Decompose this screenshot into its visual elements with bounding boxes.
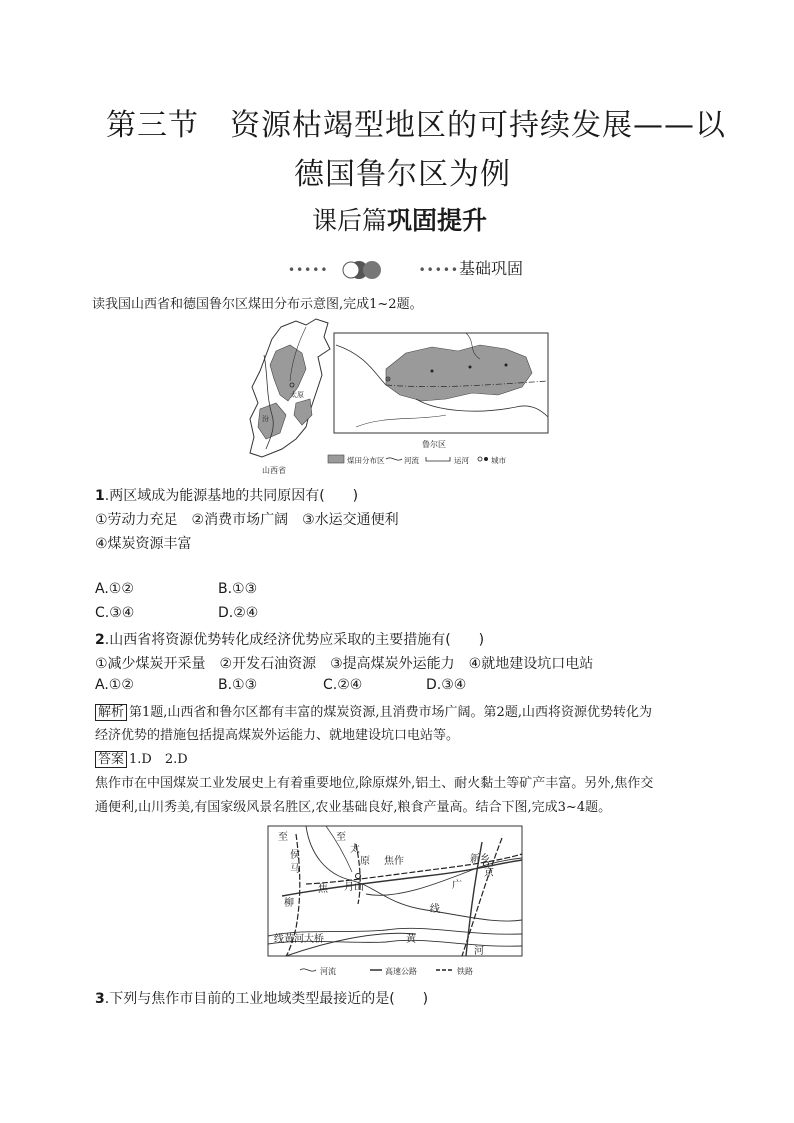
- label-jiaozuo: 焦作: [384, 856, 404, 867]
- question-3: [95, 988, 428, 1008]
- fen-label: 汾: [262, 415, 269, 423]
- label-xinxiang: 新乡: [470, 854, 490, 865]
- label-yuan: 原: [360, 856, 370, 867]
- ruhr-map: [334, 333, 548, 449]
- label-bridge: 线黄河大桥: [274, 934, 324, 945]
- question-1-stem: .两区域成为能源基地的共同原因有( ): [104, 488, 359, 504]
- question-2: [95, 629, 484, 649]
- legend2-rail: 铁路: [457, 967, 473, 976]
- answer-text: 1.D 2.D: [129, 752, 188, 767]
- question-1: [95, 485, 358, 505]
- label-tai: 太: [350, 844, 360, 855]
- intro-text-1: 读我国山西省和德国鲁尔区煤田分布示意图,完成1~2题。: [92, 297, 423, 312]
- question-1-number: 1: [95, 488, 105, 504]
- shanxi-label: 山西省: [262, 466, 286, 475]
- map1-legend: [328, 455, 506, 465]
- q2-option-d[interactable]: D.③④: [426, 677, 467, 693]
- label-xian: 线: [430, 904, 440, 915]
- question-1-items-line2: ④煤炭资源丰富: [95, 536, 192, 552]
- question-1-items-line1: ①劳动力充足 ②消费市场广阔 ③水运交通便利: [95, 512, 399, 528]
- question-3-number: 3: [95, 991, 105, 1007]
- label-zhi-1: 至: [278, 832, 288, 843]
- q2-option-c[interactable]: C.②④: [323, 677, 363, 693]
- label-he: 河: [474, 946, 484, 957]
- map2-legend: [300, 966, 473, 976]
- answer-line: [95, 748, 188, 768]
- q1-option-b[interactable]: B.①③: [218, 581, 258, 597]
- legend-city-dot: [484, 457, 488, 461]
- legend-river-symbol: [386, 458, 402, 460]
- analysis-line2: 经济优势的措施包括提高煤炭外运能力、就地建设坑口电站等。: [95, 728, 460, 743]
- dots-left: •••••: [288, 263, 329, 277]
- analysis-line1: [95, 701, 652, 721]
- legend-city: 城市: [491, 456, 506, 465]
- q1-option-c[interactable]: C.③④: [95, 605, 135, 621]
- legend2-highway: 高速公路: [385, 967, 417, 976]
- taiyuan-label: 太原: [290, 391, 304, 399]
- shanxi-map: [250, 319, 330, 475]
- legend-coal-swatch: [328, 455, 344, 463]
- analysis-tag: 解析: [95, 704, 127, 721]
- label-huang: 黄: [406, 934, 416, 945]
- legend2-river: 河流: [320, 967, 336, 976]
- q2-option-a[interactable]: A.①②: [95, 677, 134, 693]
- section-header: [288, 256, 523, 280]
- label-hou: 侯: [290, 850, 300, 861]
- intro-text-2-line2: 通便利,山川秀美,有国家级风景名胜区,农业基础良好,粮食产量高。结合下图,完成3~4题。: [95, 800, 612, 815]
- legend-river: 河流: [404, 456, 419, 465]
- jiaozuo-map: [266, 824, 526, 980]
- legend-city-symbol: [478, 457, 482, 461]
- legend2-river-symbol: [300, 969, 316, 971]
- page-title-line1: 第三节 资源枯竭型地区的可持续发展——以: [106, 108, 726, 143]
- subtitle-bold: 巩固提升: [387, 206, 488, 235]
- label-zhi-2: 至: [336, 832, 346, 843]
- intro-text-2-line1: 焦作市在中国煤炭工业发展史上有着重要地位,除原煤外,铝土、耐火黏土等矿产丰富。另外,焦作交: [95, 776, 654, 791]
- q2-option-b[interactable]: B.①③: [218, 677, 258, 693]
- page-subtitle: [312, 201, 487, 237]
- legend-canal-symbol: [426, 457, 450, 461]
- section-badge-icon: [339, 260, 385, 280]
- label-jing: 京: [484, 868, 494, 879]
- ruhr-label: 鲁尔区: [422, 440, 446, 449]
- question-2-stem: .山西省将资源优势转化成经济优势应采取的主要措施有( ): [104, 632, 485, 648]
- coal-distribution-map: [236, 315, 556, 475]
- question-2-number: 2: [95, 632, 105, 648]
- subtitle-regular: 课后篇: [312, 206, 388, 235]
- section-label: 基础巩固: [458, 259, 523, 278]
- label-ma: 马: [290, 864, 300, 875]
- analysis-text-1: 第1题,山西省和鲁尔区都有丰富的煤炭资源,且消费市场广阔。第2题,山西将资源优势转化为: [129, 705, 652, 720]
- label-liu: 柳: [284, 898, 294, 909]
- legend-canal: 运河: [454, 456, 469, 465]
- q1-option-a[interactable]: A.①②: [95, 581, 134, 597]
- label-yueshan: 月山: [344, 882, 364, 893]
- label-guang: 广: [452, 880, 462, 891]
- question-3-stem: .下列与焦作市目前的工业地域类型最接近的是( ): [104, 991, 429, 1007]
- question-2-items: ①减少煤炭开采量 ②开发石油资源 ③提高煤炭外运能力 ④就地建设坑口电站: [95, 656, 594, 672]
- legend-coal: 煤田分布区: [347, 456, 385, 465]
- label-jiao: 焦: [318, 884, 328, 895]
- q1-option-d[interactable]: D.②④: [218, 605, 259, 621]
- dots-right: •••••: [418, 263, 459, 277]
- answer-tag: 答案: [95, 751, 127, 768]
- page-title-line2: 德国鲁尔区为例: [294, 157, 511, 192]
